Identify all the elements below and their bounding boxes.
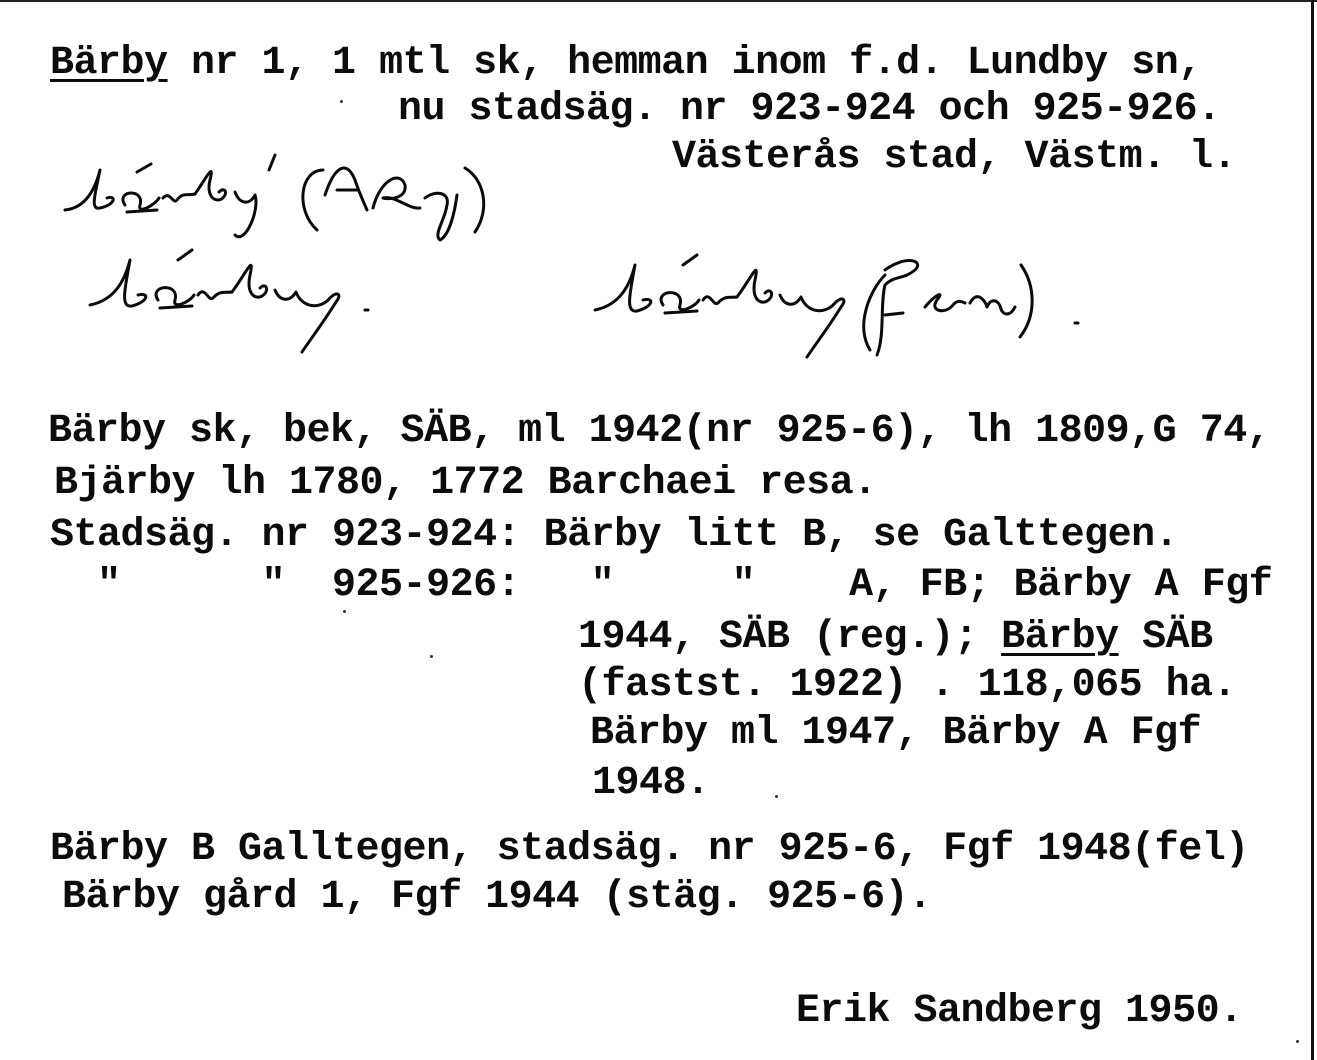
body-line-5 (578, 615, 1213, 660)
card-top-edge (0, 0, 1317, 2)
signature: Erik Sandberg 1950. (796, 989, 1243, 1034)
body-line-1: Bärby sk, bek, SÄB, ml 1942(nr 925-6), lh 1809,G 74, (48, 409, 1271, 454)
body-line-8: 1948. (592, 761, 710, 806)
place-name-underlined: Bärby (50, 41, 168, 86)
header-line-2: nu stadsäg. nr 923-924 och 925-926. (398, 87, 1221, 132)
speck (430, 655, 433, 658)
handwritten-note-arg (55, 150, 535, 250)
body-line-10: Bärby gård 1, Fgf 1944 (stäg. 925-6). (62, 875, 932, 920)
speck (343, 610, 346, 613)
body-line-3: Stadsäg. nr 923-924: Bärby litt B, se Galttegen. (50, 513, 1179, 558)
speck (775, 795, 778, 798)
body-line-5-text: 1944, SÄB (reg.); (578, 615, 1002, 660)
body-line-5-end: SÄB (1118, 615, 1213, 660)
header-line-1 (50, 41, 1202, 86)
place-name-underlined-2: Bärby (1001, 615, 1119, 660)
body-line-7: Bärby ml 1947, Bärby A Fgf (590, 711, 1202, 756)
body-line-9: Bärby B Galltegen, stadsäg. nr 925-6, Fgf 1948(fel) (50, 827, 1249, 872)
speck (1296, 1040, 1299, 1043)
handwritten-note-3 (585, 245, 1085, 365)
header-line-3: Västerås stad, Västm. l. (672, 135, 1237, 180)
speck (340, 100, 343, 103)
card-right-edge (1311, 0, 1314, 1060)
body-line-2: Bjärby lh 1780, 1772 Barchaei resa. (54, 461, 877, 506)
body-line-6: (fastst. 1922) . 118,065 ha. (578, 663, 1237, 708)
body-line-4: " " 925-926: " " A, FB; Bärby A Fgf (50, 563, 1273, 608)
handwritten-note-2 (80, 240, 390, 360)
header-line-1-rest: nr 1, 1 mtl sk, hemman inom f.d. Lundby sn, (167, 41, 1202, 86)
